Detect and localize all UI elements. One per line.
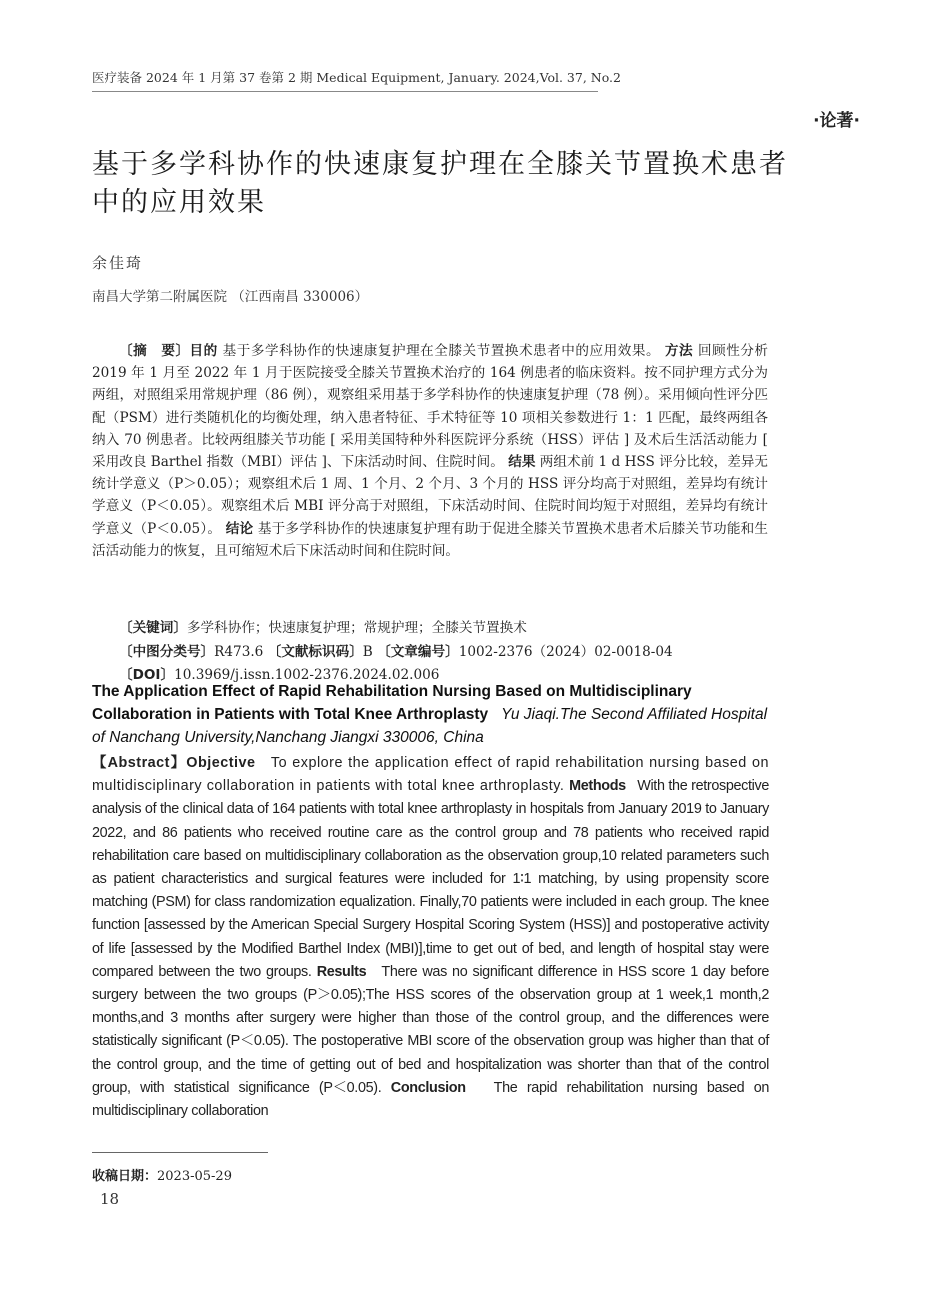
author-affiliation: 南昌大学第二附属医院 （江西南昌 330006） [92,289,369,305]
clc-label: 〔中图分类号〕 [119,644,215,660]
received-date-label: 收稿日期： [92,1169,158,1184]
english-abstract-objective-label: 【Abstract】Objective [92,755,256,771]
doc-code-label: 〔文献标识码〕 [267,644,363,660]
clc-value: R473.6 [214,644,264,660]
english-abstract-conclusion-text: The rapid rehabilitation nursing based on multidisciplinary collaboration [92,1079,770,1120]
author-name: 余佳琦 [92,254,144,272]
keywords-line [119,616,527,636]
english-title-block [92,680,772,749]
english-author-affiliation: Yu Jiaqi.The Second Affiliated Hospital of Nanchang University,Nanchang Jiangxi 330006, China [92,706,768,746]
article-title: 基于多学科协作的快速康复护理在全膝关节置换术患者中的应用效果 [92,149,788,218]
doi-value: 10.3969/j.issn.1002-2376.2024.02.006 [174,667,440,683]
english-title: The Application Effect of Rapid Rehabilitation Nursing Based on Multidisciplinary Collaboration in Patients with Total Knee Arthroplasty [92,683,692,723]
section-tag: ·论著· [813,111,860,131]
article-number-value: 1002-2376（2024）02-0018-04 [458,644,673,660]
english-abstract-results-text: There was no significant difference in HSS score 1 day before surgery between the two groups (P＞0.05);The HSS scores of the observation group at 1 week,1 month,2 months,and 3 months after surgery were higher than those of the control group, and the differences were statistically significant (P＜0.05). The postoperative MBI score of the observation group was higher than that of the control group, and the time of getting out of bed and hospitalization was shorter than that of the control group, with statistical significance (P＜0.05). [92,963,770,1096]
english-abstract-methods-label: Methods [569,778,626,795]
doi-label: 〔DOI〕 [119,667,175,683]
abstract-conclusion-text: 基于多学科协作的快速康复护理有助于促进全膝关节置换术患者术后膝关节功能和生活活动能力的恢复，且可缩短术后下床活动时间和住院时间。 [92,520,768,559]
classification-line [119,640,673,660]
keywords-value: 多学科协作；快速康复护理；常规护理；全膝关节置换术 [186,620,527,636]
running-header: 医疗装备 2024 年 1 月第 37 卷第 2 期 Medical Equipment, January. 2024,Vol. 37, No.2 [92,68,598,92]
abstract-conclusion-label: 结论 [225,520,254,537]
received-date [92,1165,232,1184]
received-date-value: 2023-05-29 [157,1169,232,1184]
abstract-methods-text: 回顾性分析 2019 年 1 月至 2022 年 1 月于医院接受全膝关节置换术治疗的 164 例患者的临床资料。按不同护理方式分为两组，对照组采用常规护理（86 例），观察组采用基于多学科协作的快速康复护理（78 例）。采用倾向性评分匹配（PSM）进行类随机化的均衡处理，纳入患者特征、手术特征等 10 项相关参数进行 1：1 匹配，最终两组各纳入 70 例患者。比较两组膝关节功能 [ 采用美国特种外科医院评分系统（HSS）评估 ] 及术后生活活动能力 [ 采用改良 Barthel 指数（MBI）评估 ]、下床活动时间、住院时间。 [92,343,769,471]
keywords-label: 〔关键词〕 [119,620,187,636]
abstract-methods-label: 方法 [664,343,694,359]
abstract-results-text: 两组术前 1 d HSS 评分比较，差异无统计学意义（P＞0.05）；观察组术后 1 周、1 个月、2 个月、3 个月的 HSS 评分均高于对照组，差异均有统计学意义（P＜0.05）。观察组术后 MBI 评分高于对照组，下床活动时间、住院时间均短于对照组，差异均有统计学意义（P＜0.05）。 [92,454,769,537]
abstract-objective-text: 基于多学科协作的快速康复护理在全膝关节置换术患者中的应用效果。 [222,343,661,359]
english-abstract-objective-text: To explore the application effect of rapid rehabilitation nursing based on multidisciplinary collaboration in patients with total knee arthroplasty. [92,755,769,795]
chinese-abstract [92,340,768,562]
article-number-label: 〔文章编号〕 [377,644,459,660]
english-abstract-methods-text: With the retrospective analysis of the clinical data of 164 patients with total knee arthroplasty in hospitals from January 2019 to January 2022, and 86 patients who received routine care as the control group and 78 patients who received rapid rehabilitation care based on multidisciplinary collaboration as the observation group,10 related parameters such as patient characteristics and surgical features were included for 1∶1 matching, by using propensity score matching (PSM) for class randomization equalization. Finally,70 patients were included in each group. The knee function [assessed by the American Special Surgery Hospital Scoring System (HSS)] and postoperative activity of life [assessed by the Modified Barthel Index (MBI)],time to get out of bed, and length of hospital stay were compared between the two groups. [92,778,769,980]
abstract-objective-label: 〔摘 要〕目的 [119,343,218,359]
english-abstract [92,752,769,1123]
page-number: 18 [100,1190,120,1208]
abstract-results-label: 结果 [508,454,536,471]
english-abstract-conclusion-label: Conclusion [390,1079,466,1096]
doc-code-value: B [362,644,373,660]
footnote-divider [92,1152,268,1153]
english-abstract-results-label: Results [316,963,367,980]
